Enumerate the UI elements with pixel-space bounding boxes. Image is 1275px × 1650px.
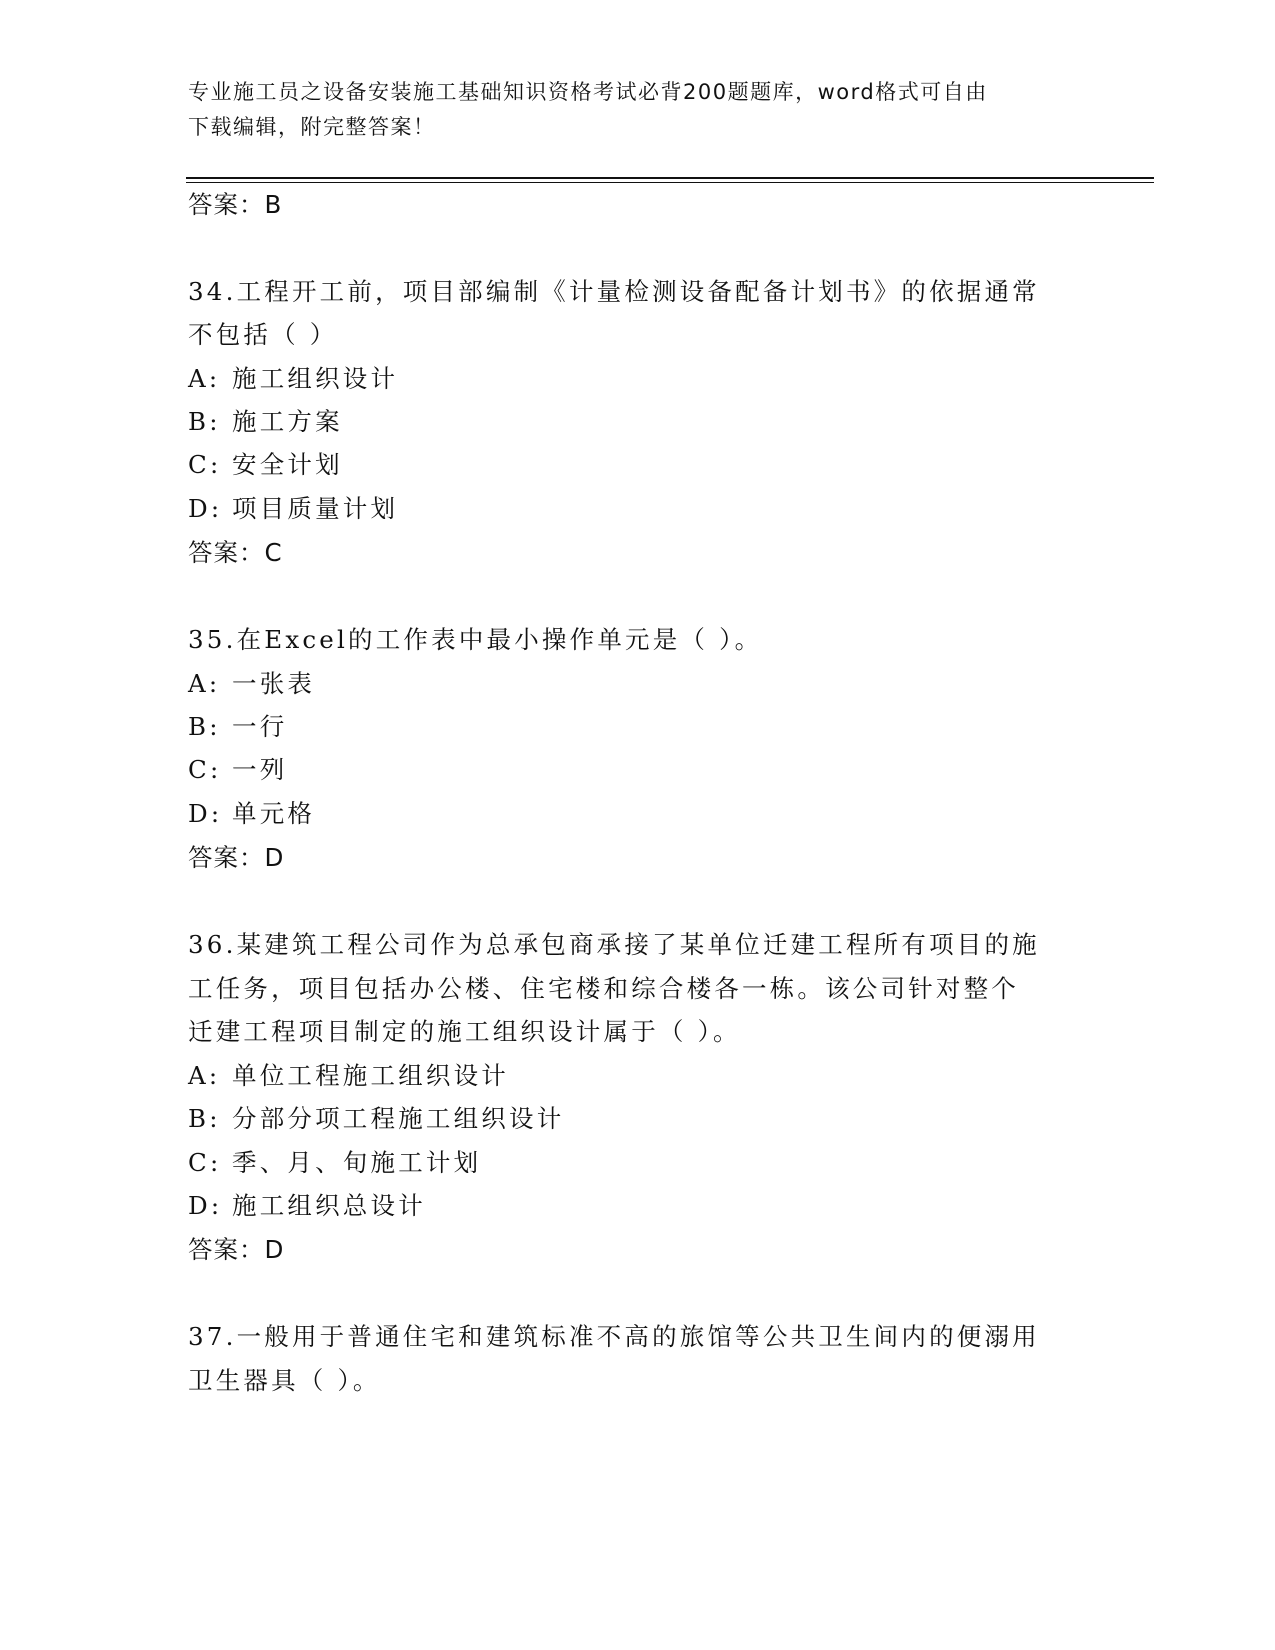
header-line-2: 下载编辑，附完整答案！	[188, 115, 436, 139]
header-divider-thin	[186, 182, 1154, 183]
answer-line	[188, 534, 283, 569]
option-letter: B:	[188, 407, 221, 436]
question-text: 迁建工程项目制定的施工组织设计属于（ ）。	[188, 1017, 741, 1046]
option-text: 施工组织设计	[232, 364, 399, 393]
answer-value: C	[264, 538, 283, 567]
question-35-stem	[188, 621, 762, 656]
option-c	[188, 751, 287, 786]
option-text: 施工方案	[232, 407, 343, 436]
question-number: 34.	[188, 277, 237, 306]
option-letter: B:	[188, 1104, 221, 1133]
answer-label: 答案：	[188, 1235, 265, 1264]
option-c	[188, 446, 343, 481]
answer-value: D	[264, 1235, 285, 1264]
question-37-stem	[188, 1318, 1040, 1353]
question-text: 工任务，项目包括办公楼、住宅楼和综合楼各一栋。该公司针对整个	[188, 974, 1019, 1003]
option-text: 一行	[232, 712, 288, 741]
answer-value: B	[264, 190, 283, 219]
option-text: 安全计划	[232, 450, 343, 479]
option-text: 施工组织总设计	[232, 1191, 426, 1220]
question-text: 某建筑工程公司作为总承包商承接了某单位迁建工程所有项目的施	[236, 930, 1040, 959]
option-b	[188, 1100, 564, 1135]
option-text: 分部分项工程施工组织设计	[232, 1104, 565, 1133]
question-number: 35.	[188, 625, 237, 654]
answer-line	[188, 839, 284, 874]
option-letter: A:	[188, 669, 221, 698]
option-text: 单位工程施工组织设计	[232, 1061, 509, 1090]
option-d	[188, 490, 398, 525]
option-letter: C:	[188, 1148, 222, 1177]
answer-label: 答案：	[188, 538, 265, 567]
question-34-stem	[188, 273, 1040, 308]
question-text: 在Excel的工作表中最小操作单元是（ ）。	[236, 625, 763, 654]
question-36-stem	[188, 926, 1040, 961]
option-a	[188, 665, 315, 700]
option-letter: A:	[188, 1061, 221, 1090]
option-text: 季、月、旬施工计划	[232, 1148, 482, 1177]
question-37-stem-cont	[188, 1362, 381, 1397]
question-text: 卫生器具（ ）。	[188, 1366, 381, 1395]
document-header	[188, 75, 1068, 145]
answer-line	[188, 1231, 284, 1266]
option-c	[188, 1144, 481, 1179]
option-letter: A:	[188, 364, 221, 393]
answer-label: 答案：	[188, 190, 265, 219]
option-letter: C:	[188, 755, 222, 784]
question-number: 37.	[188, 1322, 237, 1351]
question-34-stem-cont	[188, 316, 338, 351]
header-line-1: 专业施工员之设备安装施工基础知识资格考试必背200题题库，word格式可自由	[188, 80, 988, 104]
option-a	[188, 360, 398, 395]
option-text: 一列	[232, 755, 288, 784]
option-letter: C:	[188, 450, 222, 479]
question-text: 工程开工前，项目部编制《计量检测设备配备计划书》的依据通常	[236, 277, 1040, 306]
option-a	[188, 1057, 509, 1092]
option-d	[188, 1187, 426, 1222]
option-letter: D:	[188, 799, 223, 828]
option-letter: B:	[188, 712, 221, 741]
answer-label: 答案：	[188, 843, 265, 872]
question-number: 36.	[188, 930, 237, 959]
option-text: 单元格	[232, 799, 316, 828]
option-b	[188, 403, 343, 438]
option-text: 一张表	[232, 669, 316, 698]
option-b	[188, 708, 287, 743]
header-divider	[186, 177, 1154, 179]
option-letter: D:	[188, 1191, 223, 1220]
question-36-stem-cont	[188, 1013, 741, 1048]
answer-value: D	[264, 843, 285, 872]
option-letter: D:	[188, 494, 223, 523]
question-36-stem-cont	[188, 970, 1019, 1005]
question-text: 一般用于普通住宅和建筑标准不高的旅馆等公共卫生间内的便溺用	[236, 1322, 1040, 1351]
question-text: 不包括（ ）	[188, 320, 338, 349]
option-d	[188, 795, 315, 830]
answer-line	[188, 186, 282, 221]
option-text: 项目质量计划	[232, 494, 399, 523]
